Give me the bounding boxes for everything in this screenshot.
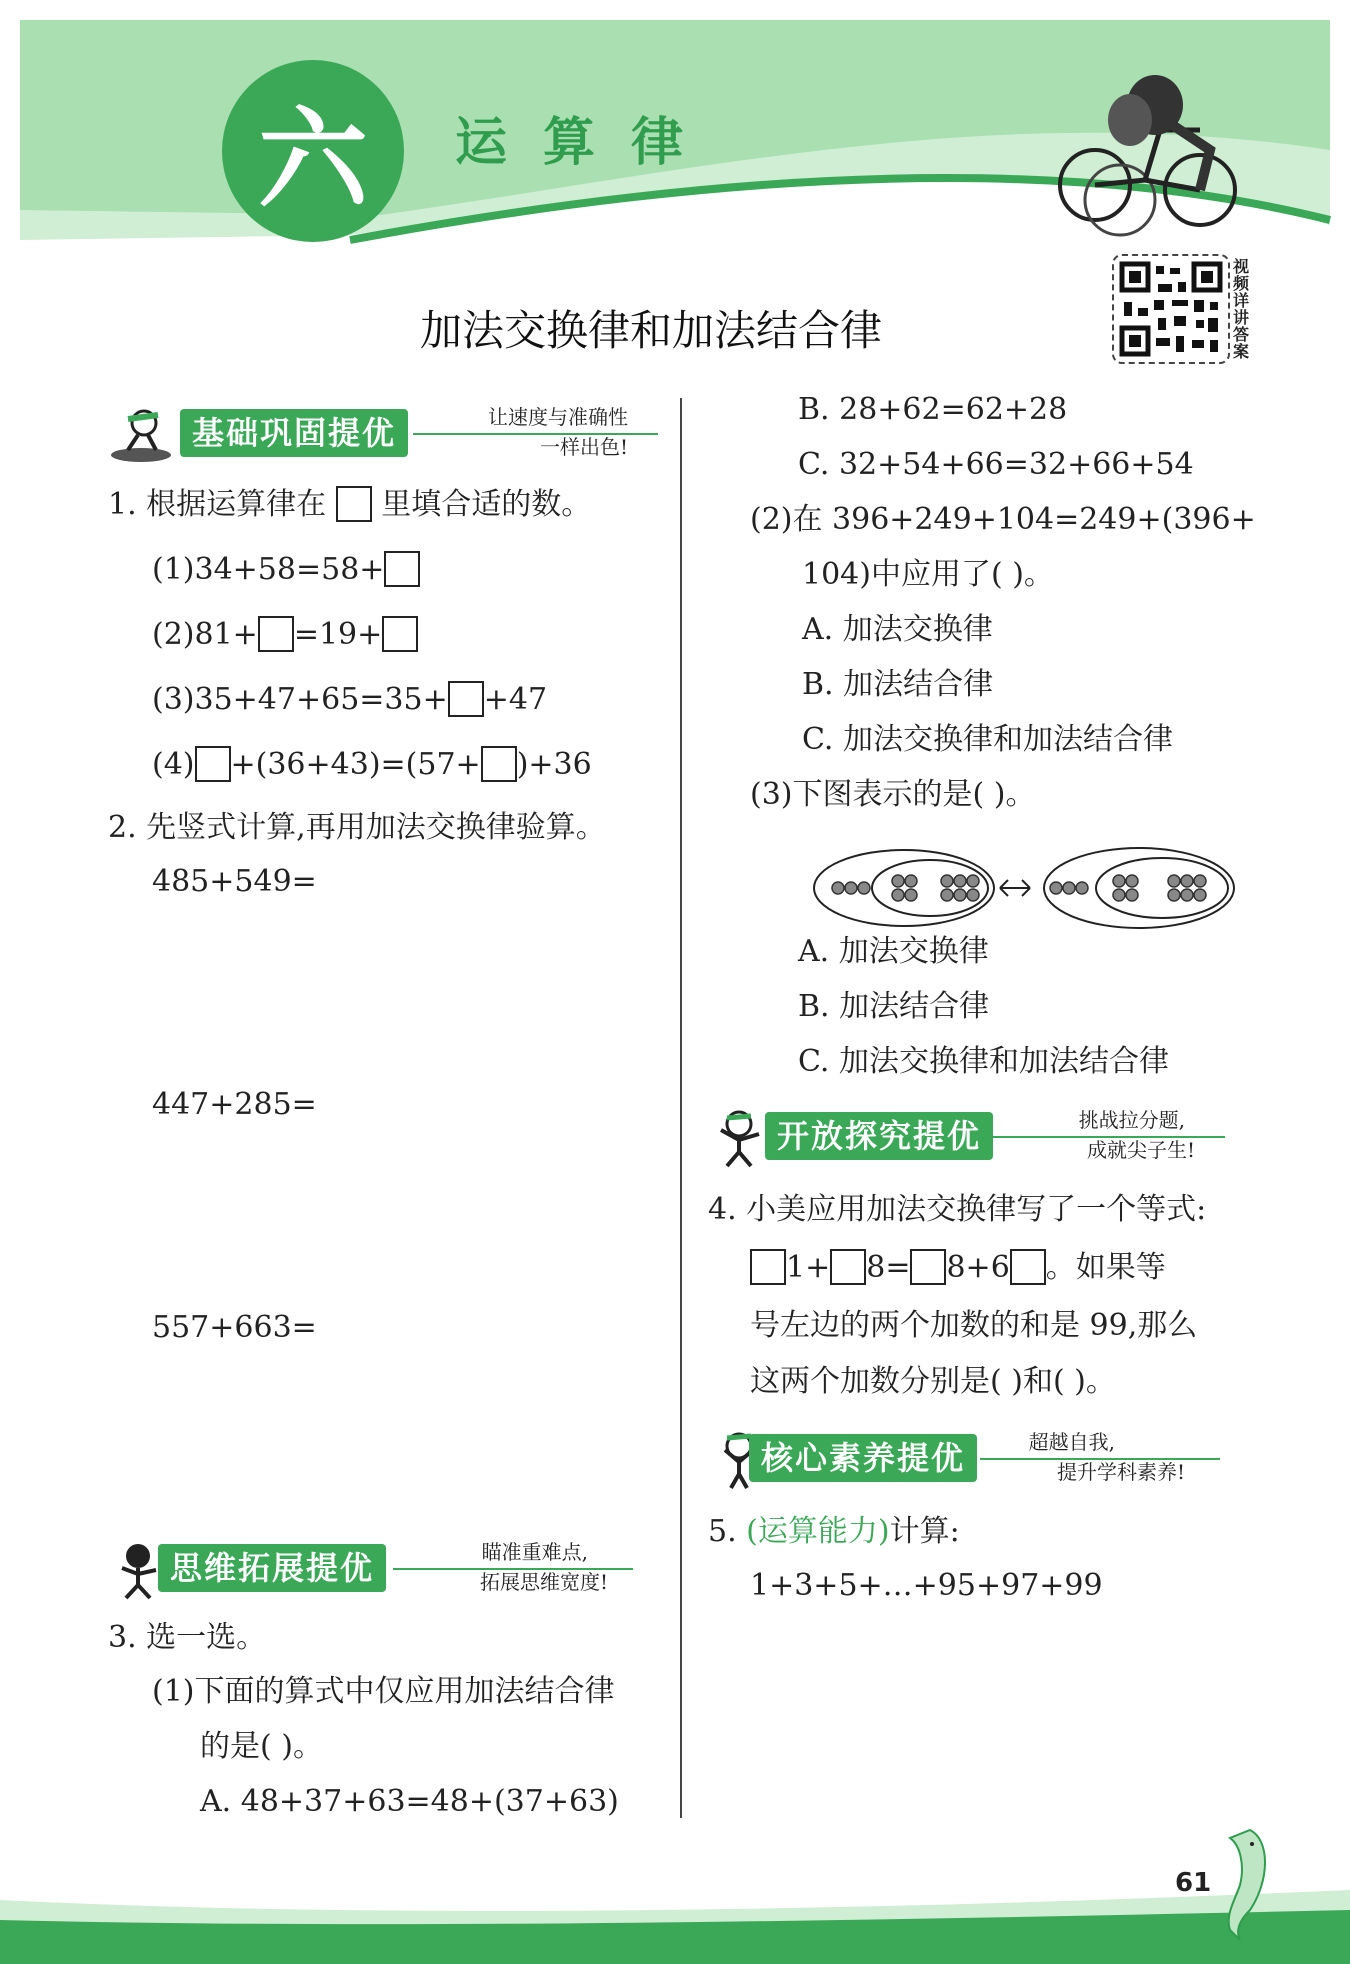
dolphin-icon: [1210, 1820, 1280, 1950]
answer-box[interactable]: [830, 1249, 866, 1285]
answer-box[interactable]: [195, 746, 231, 782]
q1-part3-text-b: +47: [483, 682, 548, 717]
q3-part1-line2: 的是( )。: [200, 1729, 323, 1764]
answer-box[interactable]: [258, 616, 294, 652]
q1-stem-text-b: 里填合适的数。: [381, 487, 592, 522]
q5-stem: [708, 1512, 960, 1552]
q3-part2-option-c[interactable]: C. 加法交换律和加法结合律: [802, 722, 1173, 757]
q1-part2-text-a: (2)81+: [152, 617, 258, 652]
q4-equation: [750, 1248, 1166, 1288]
answer-box[interactable]: [1010, 1249, 1046, 1285]
grouping-ellipses-diagram: [812, 838, 1242, 938]
section-header-core: [705, 1430, 1265, 1490]
section-tag: 开放探究提优: [765, 1112, 993, 1160]
footer-band: [0, 1880, 1350, 1964]
qr-code[interactable]: [1112, 254, 1230, 364]
q3-part3-stem: (3)下图表示的是( )。: [750, 777, 1036, 812]
q1-part4-text-c: )+36: [516, 747, 592, 782]
q1-stem-text-a: 1. 根据运算律在: [108, 487, 327, 522]
section-slogan-2: 成就尖子生!: [1086, 1138, 1195, 1162]
answer-box-sample: [336, 486, 372, 522]
skateboard-boy-icon: [108, 405, 174, 465]
answer-box[interactable]: [448, 681, 484, 717]
column-divider: [680, 398, 682, 1818]
q1-part1-text: (1)34+58=58+: [152, 552, 385, 587]
q1-part4-text-b: +(36+43)=(57+: [230, 747, 481, 782]
section-slogan-2: 一样出色!: [539, 435, 628, 459]
q5-num: 5.: [708, 1514, 737, 1549]
qr-label: 视频详讲答案: [1232, 257, 1249, 361]
q3-part2-line2: 104)中应用了( )。: [802, 557, 1054, 592]
chapter-number-badge: 六: [222, 60, 404, 242]
section-header-basic: [108, 405, 668, 465]
q4-line4: 这两个加数分别是( )和( )。: [750, 1364, 1116, 1399]
q3-part1-option-b[interactable]: B. 28+62=62+28: [798, 392, 1068, 427]
section-tag: 基础巩固提优: [180, 409, 408, 457]
q4-eq-c: 8+6: [946, 1250, 1010, 1285]
q1-part4: [152, 745, 592, 785]
section-slogan-1: 瞄准重难点,: [481, 1540, 588, 1564]
section-tag: 思维拓展提优: [158, 1544, 386, 1592]
q2-expr-2: 447+285=: [152, 1087, 317, 1122]
q2-stem: 2. 先竖式计算,再用加法交换律验算。: [108, 810, 606, 845]
answer-box[interactable]: [384, 551, 420, 587]
q3-part2-line1: (2)在 396+249+104=249+(396+: [750, 502, 1256, 537]
q1-part2: [152, 615, 418, 655]
q1-stem: [108, 485, 591, 525]
answer-box[interactable]: [481, 746, 517, 782]
q3-part3-option-c[interactable]: C. 加法交换律和加法结合律: [798, 1044, 1169, 1079]
answer-box[interactable]: [750, 1249, 786, 1285]
q3-part3-option-b[interactable]: B. 加法结合律: [798, 989, 990, 1024]
q2-expr-3: 557+663=: [152, 1310, 317, 1345]
q5-stem-text: 计算:: [889, 1514, 960, 1549]
q3-part1-option-c[interactable]: C. 32+54+66=32+66+54: [798, 447, 1194, 482]
section-header-open: [705, 1108, 1265, 1168]
q2-expr-1: 485+549=: [152, 864, 317, 899]
q4-line3: 号左边的两个加数的和是 99,那么: [750, 1308, 1198, 1343]
dancing-kid-icon: [705, 1108, 771, 1168]
q5-expression: 1+3+5+…+95+97+99: [750, 1568, 1103, 1603]
q1-part3: [152, 680, 547, 720]
q1-part3-text-a: (3)35+47+65=35+: [152, 682, 448, 717]
page-number: 61: [1175, 1868, 1212, 1898]
section-slogan-1: 让速度与准确性: [488, 405, 628, 429]
q4-eq-d: 。如果等: [1045, 1250, 1166, 1285]
slogan-underline: [990, 1136, 1225, 1138]
q3-part1-option-a[interactable]: A. 48+37+63=48+(37+63): [200, 1784, 619, 1819]
q1-part4-text-a: (4): [152, 747, 195, 782]
slogan-underline: [393, 1568, 633, 1570]
answer-box[interactable]: [910, 1249, 946, 1285]
section-slogan-1: 挑战拉分题,: [1078, 1108, 1185, 1132]
q4-eq-a: 1+: [786, 1250, 831, 1285]
q1-part2-text-b: =19+: [293, 617, 383, 652]
section-header-thinking: [108, 1540, 668, 1600]
lesson-title: 加法交换律和加法结合律: [420, 306, 883, 355]
section-slogan-2: 拓展思维宽度!: [479, 1570, 608, 1594]
q3-stem: 3. 选一选。: [108, 1620, 267, 1655]
section-slogan-2: 提升学科素养!: [1056, 1460, 1185, 1484]
section-slogan-1: 超越自我,: [1028, 1430, 1115, 1454]
q1-part1: [152, 550, 420, 590]
slogan-underline: [413, 433, 658, 435]
slogan-underline: [980, 1458, 1220, 1460]
q4-eq-b: 8=: [866, 1250, 911, 1285]
cyclist-illustration: [1050, 60, 1250, 240]
q5-ability-tag: (运算能力): [746, 1514, 890, 1549]
section-tag: 核心素养提优: [749, 1434, 977, 1482]
answer-box[interactable]: [382, 616, 418, 652]
q4-line1: 4. 小美应用加法交换律写了一个等式:: [708, 1192, 1207, 1227]
chapter-title: 运算律: [455, 113, 720, 173]
q3-part2-option-b[interactable]: B. 加法结合律: [802, 667, 994, 702]
q3-part3-option-a[interactable]: A. 加法交换律: [798, 934, 989, 969]
q3-part1-line1: (1)下面的算式中仅应用加法结合律: [152, 1674, 615, 1709]
q3-part2-option-a[interactable]: A. 加法交换律: [802, 612, 993, 647]
